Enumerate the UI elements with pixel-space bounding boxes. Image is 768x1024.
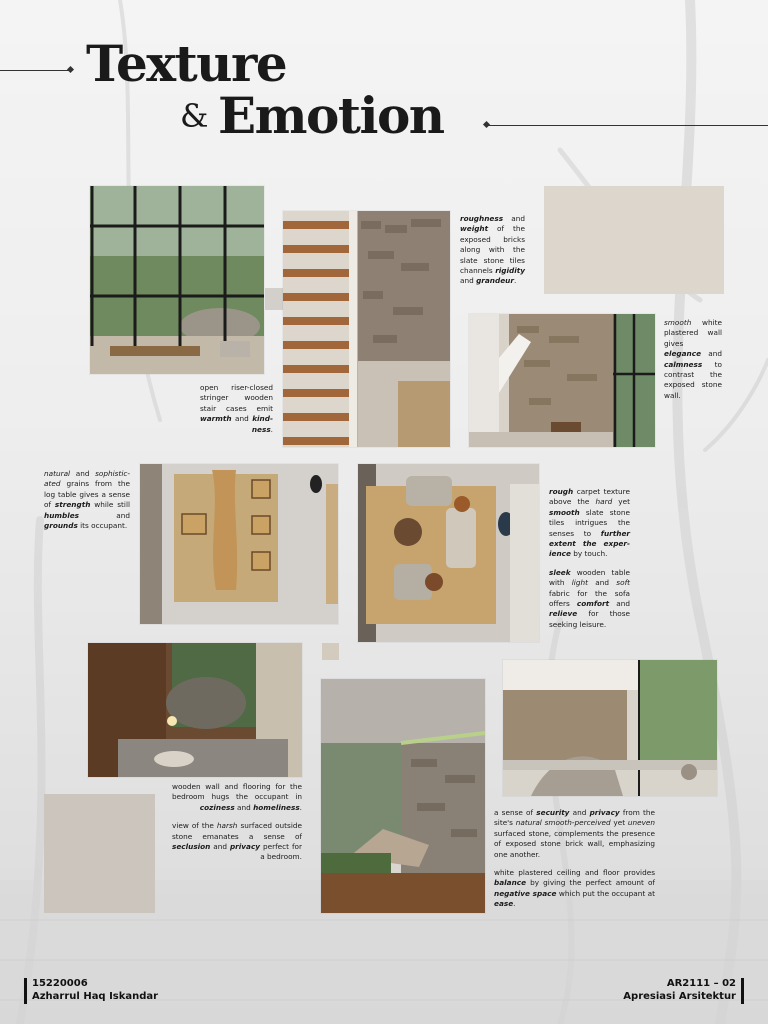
- color-swatch-beige: [544, 186, 724, 294]
- photo-glass-window-room: [90, 186, 264, 374]
- accent-square: [265, 288, 283, 310]
- footer-left-bar: [24, 978, 27, 1004]
- title-rule-right: [488, 125, 768, 126]
- caption-security: a sense of security and privacy from the site's natural smooth-perceived yet uneven surfaced stone, complements the presence of exposed stone brick wall, emphasizing one another. white plastered ceiling and floor provides balance by giving the perfect amount of negative space which put the occupant at ease.: [494, 808, 656, 909]
- caption-stairs: open riser-closed stringer wooden stair cases emit warmth and kind-ness.: [200, 383, 273, 434]
- student-name: Azharrul Haq Iskandar: [32, 991, 159, 1002]
- title-line-1: Texture: [86, 34, 287, 93]
- photo-natural-stone-room: [503, 660, 717, 796]
- caption-log-table: natural and sophistic-ated grains from the log table gives a sense of strength while still humbles and grounds its occupant.: [44, 469, 130, 531]
- photo-wooden-stairs: [283, 211, 450, 447]
- accent-square-small: [322, 643, 339, 660]
- caption-white-wall: smooth white plastered wall gives elegance and calmness to contrast the exposed stone wall.: [664, 318, 722, 400]
- footer-student: [32, 977, 158, 1003]
- footer-right-bar: [741, 978, 744, 1004]
- student-id: 15220006: [32, 978, 88, 989]
- photo-stone-corner: [321, 679, 485, 913]
- title-ampersand: &: [180, 97, 209, 135]
- footer-course: [623, 977, 736, 1003]
- photo-carpet-aerial: [358, 464, 539, 642]
- photo-log-table-aerial: [140, 464, 338, 624]
- photo-white-wall-stone: [469, 314, 655, 447]
- course-code: AR2111 – 02: [666, 978, 736, 989]
- caption-carpet-sofa: rough carpet texture above the hard yet smooth slate stone tiles intrigues the senses to further extent the exper-ience by touch. sleek wooden table with light and soft fabric for the sofa offers comfort and relieve for those seeking leisure.: [549, 487, 630, 629]
- title-rule-left: [0, 70, 70, 71]
- course-name: Apresiasi Arsitektur: [623, 991, 736, 1002]
- color-swatch-taupe: [44, 794, 155, 913]
- photo-bedroom: [88, 643, 302, 777]
- caption-bricks: roughness and weight of the exposed bricks along with the slate stone tiles channels rigidity and grandeur.: [460, 214, 525, 286]
- title-line-2: Emotion: [218, 86, 444, 145]
- caption-bedroom: wooden wall and flooring for the bedroom hugs the occupant in coziness and homeliness. view of the harsh surfaced outside stone emanates a sense of seclusion and privacy perfect for a bedroom.: [172, 782, 302, 862]
